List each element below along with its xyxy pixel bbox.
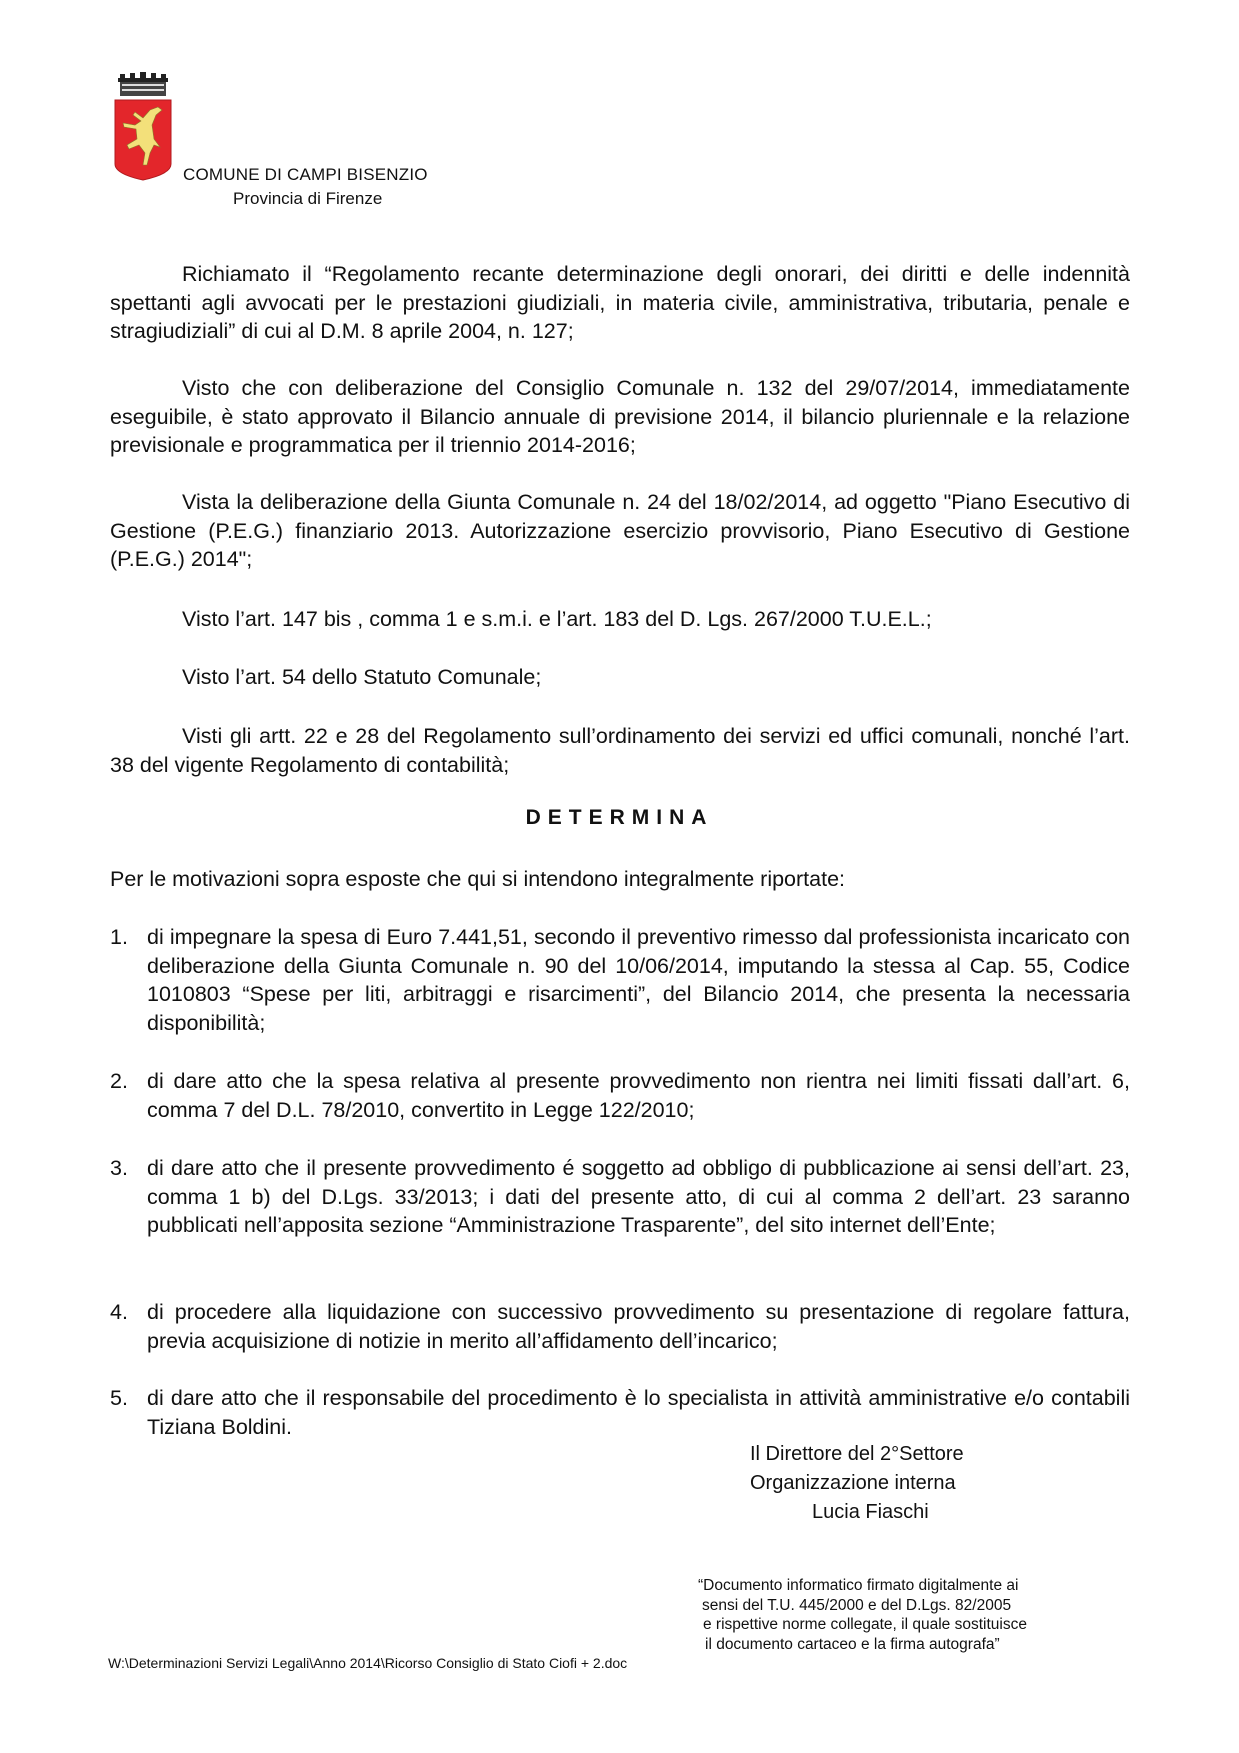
province-name: Provincia di Firenze bbox=[233, 189, 383, 208]
preamble-paragraph-3: Vista la deliberazione della Giunta Comunale n. 24 del 18/02/2014, ad oggetto "Piano Esecutivo di Gestione (P.E.G.) finanziario 2013. Autorizzazione esercizio provvisorio, Piano Esecutivo di Gestione (P.E.G.) 2014"; bbox=[110, 490, 1130, 571]
signature-name: Lucia Fiaschi bbox=[812, 1501, 929, 1523]
signature-department: Organizzazione interna bbox=[750, 1472, 956, 1494]
preamble-paragraph-2: Visto che con deliberazione del Consiglio Comunale n. 132 del 29/07/2014, immediatamente eseguibile, è stato approvato il Bilancio annuale di previsione 2014, il bilancio pluriennale e la relazione previsionale e programmatica per il triennio 2014-2016; bbox=[110, 376, 1130, 457]
list-item-text: di dare atto che il responsabile del procedimento è lo specialista in attività amministrative e/o contabili Tiziana Boldini. bbox=[147, 1386, 1130, 1439]
list-item-number: 3. bbox=[110, 1156, 128, 1180]
list-item-text: di dare atto che la spesa relativa al presente provvedimento non rientra nei limiti fissati dall’art. 6, comma 7 del D.L. 78/2010, convertito in Legge 122/2010; bbox=[147, 1069, 1130, 1122]
list-item-number: 5. bbox=[110, 1386, 128, 1410]
signature-title: Il Direttore del 2°Settore bbox=[750, 1443, 964, 1465]
crown-icon bbox=[118, 72, 168, 96]
coat-of-arms-icon bbox=[112, 72, 174, 182]
list-item-number: 4. bbox=[110, 1300, 128, 1324]
list-item-text: di impegnare la spesa di Euro 7.441,51, secondo il preventivo rimesso dal professionista incaricato con deliberazione della Giunta Comunale n. 90 del 10/06/2014, imputando la stessa al Cap. 55, Codice 1010803 “Spese per liti, arbitraggi e risarcimenti”, del Bilancio 2014, che presenta la necessaria disponibilità; bbox=[147, 925, 1130, 1035]
list-item-text: di procedere alla liquidazione con successivo provvedimento su presentazione di regolare fattura, previa acquisizione di notizie in merito all’affidamento dell’incarico; bbox=[147, 1300, 1130, 1353]
list-item bbox=[110, 1384, 1130, 1441]
list-item bbox=[110, 923, 1130, 1037]
list-item-number: 1. bbox=[110, 925, 128, 949]
preamble-paragraph-5: Visto l’art. 54 dello Statuto Comunale; bbox=[182, 665, 542, 689]
preamble-paragraph-1: Richiamato il “Regolamento recante determinazione degli onorari, dei diritti e delle indennità spettanti agli avvocati per le prestazioni giudiziali, in materia civile, amministrativa, tributaria, penale e stragiudiziali” di cui al D.M. 8 aprile 2004, n. 127; bbox=[110, 262, 1130, 343]
preamble-paragraph-6: Visti gli artt. 22 e 28 del Regolamento sull’ordinamento dei servizi ed uffici comunali, nonché l’art. 38 del vigente Regolamento di contabilità; bbox=[110, 724, 1130, 777]
intro-text: Per le motivazioni sopra esposte che qui si intendono integralmente riportate: bbox=[110, 867, 845, 891]
list-item-number: 2. bbox=[110, 1069, 128, 1093]
file-path-footer: W:\Determinazioni Servizi Legali\Anno 2014\Ricorso Consiglio di Stato Ciofi + 2.doc bbox=[108, 1655, 628, 1671]
determina-heading: DETERMINA bbox=[525, 806, 714, 829]
organization-name: COMUNE DI CAMPI BISENZIO bbox=[183, 165, 428, 184]
list-item-text: di dare atto che il presente provvedimento é soggetto ad obbligo di pubblicazione ai sensi dell’art. 23, comma 1 b) del D.Lgs. 33/2013; i dati del presente atto, di cui al comma 2 dell’art. 23 saranno pubblicati nell’apposita sezione “Amministrazione Trasparente”, del sito internet dell’Ente; bbox=[147, 1156, 1130, 1237]
digital-signature-notice: “Documento informatico firmato digitalmente ai sensi del T.U. 445/2000 e del D.Lgs. 82/2005 e rispettive norme collegate, il quale sostituisce il documento cartaceo e la firma autografa” bbox=[698, 1577, 1027, 1653]
preamble-paragraph-4: Visto l’art. 147 bis , comma 1 e s.m.i. e l’art. 183 del D. Lgs. 267/2000 T.U.E.L.; bbox=[182, 607, 932, 631]
list-item bbox=[110, 1067, 1130, 1124]
list-item bbox=[110, 1298, 1130, 1355]
list-item bbox=[110, 1154, 1130, 1240]
